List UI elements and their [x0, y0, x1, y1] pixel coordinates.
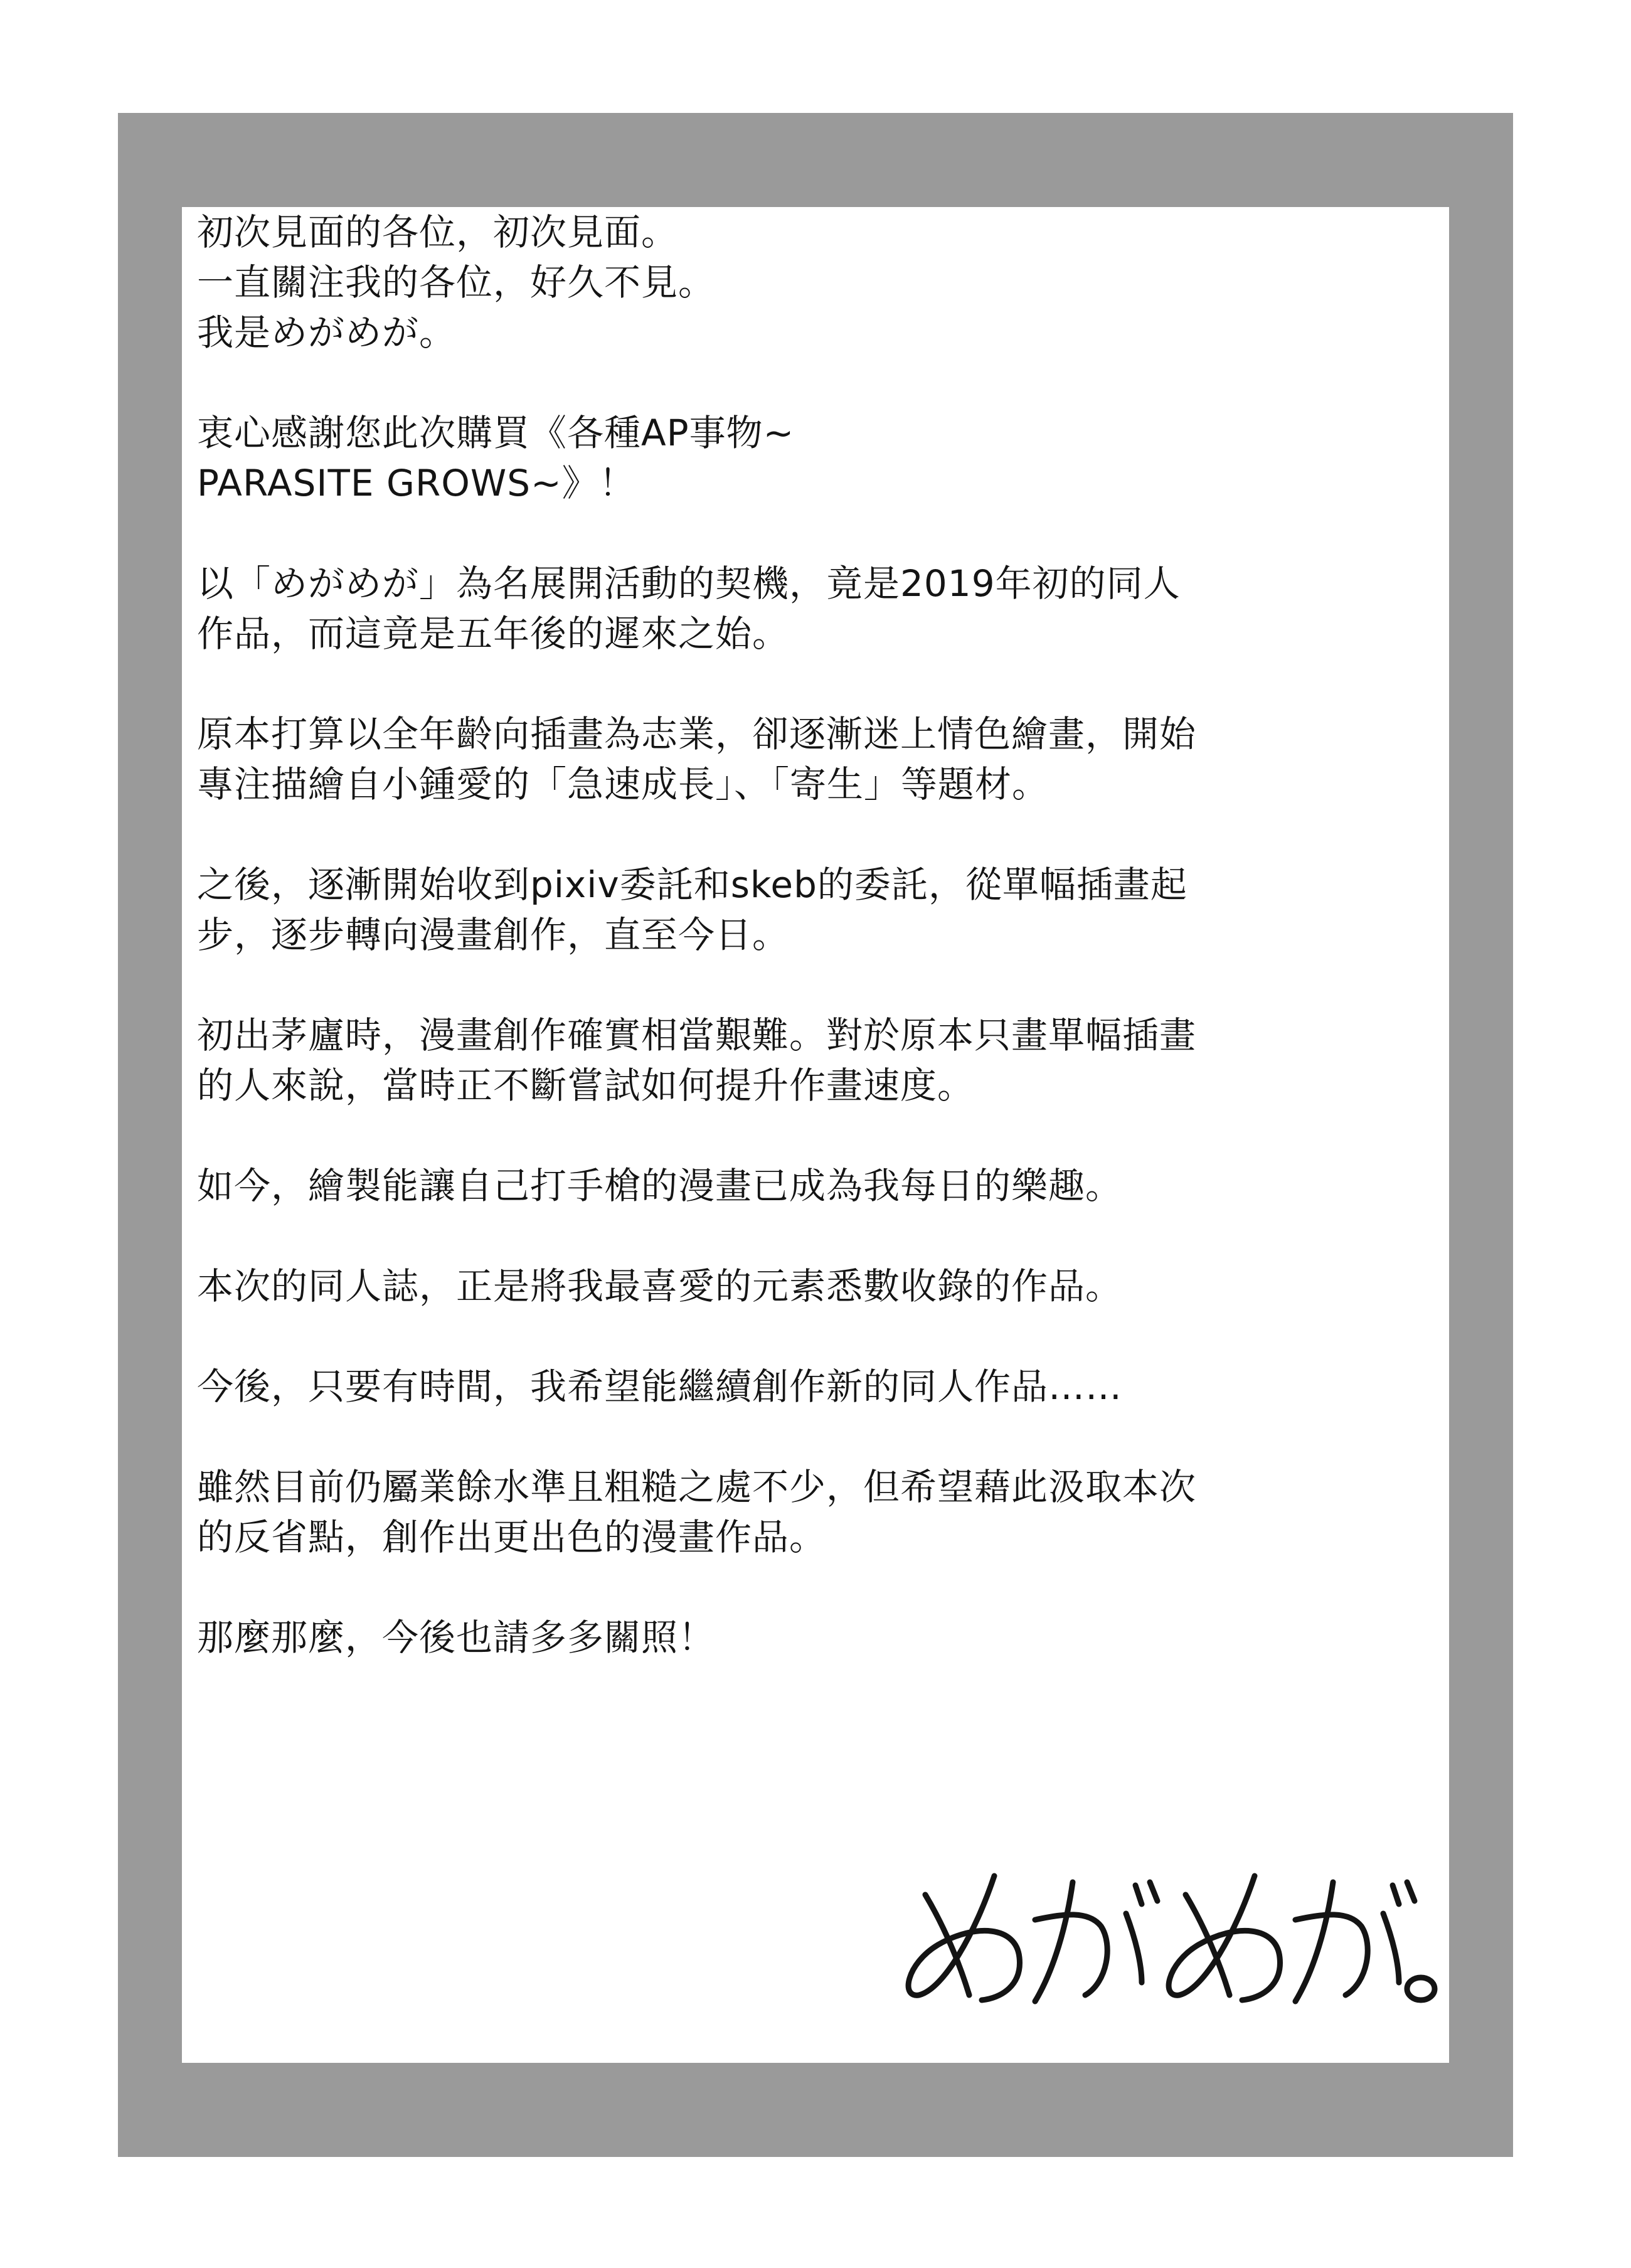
text-line: 一直關注我的各位，好久不見。 — [197, 261, 716, 304]
text-line: 那麼那麼，今後也請多多關照！ — [197, 1616, 716, 1659]
letter-page — [182, 207, 1449, 2063]
paragraph-origin — [197, 558, 1439, 659]
paragraph-thanks — [197, 408, 1439, 508]
paragraph-this-book — [197, 1261, 1439, 1311]
paragraph-commissions — [197, 860, 1439, 960]
text-line: 專注描繪自小鍾愛的「急速成長」、「寄生」等題材。 — [197, 763, 1049, 806]
text-line: 以「めがめが」為名展開活動的契機，竟是2019年初的同人 — [197, 562, 1181, 605]
text-line: 原本打算以全年齡向插畫為志業，卻逐漸迷上情色繪畫，開始 — [197, 713, 1197, 755]
text-line: 之後，逐漸開始收到pixiv委託和skeb的委託，從單幅插畫起 — [197, 863, 1187, 906]
text-line: 初次見面的各位，初次見面。 — [197, 211, 679, 253]
text-line: 本次的同人誌，正是將我最喜愛的元素悉數收錄的作品。 — [197, 1265, 1123, 1307]
text-line: 我是めがめが。 — [197, 311, 457, 354]
text-line: 步，逐步轉向漫畫創作，直至今日。 — [197, 913, 790, 956]
text-line: 作品，而這竟是五年後的遲來之始。 — [197, 612, 790, 655]
paragraph-greeting — [197, 207, 1439, 358]
text-line: 今後，只要有時間，我希望能繼續創作新的同人作品…… — [197, 1365, 1123, 1408]
paragraph-reflection — [197, 1462, 1439, 1562]
text-line: 衷心感謝您此次購買《各種AP事物~ — [197, 412, 795, 454]
handwritten-signature — [900, 1838, 1440, 2026]
paragraph-now — [197, 1161, 1439, 1211]
paragraph-beginnings — [197, 1010, 1439, 1110]
paragraph-future — [197, 1361, 1439, 1412]
paragraph-closing — [197, 1612, 1439, 1663]
text-line: 雖然目前仍屬業餘水準且粗糙之處不少，但希望藉此汲取本次 — [197, 1466, 1197, 1508]
text-line: 初出茅廬時，漫畫創作確實相當艱難。對於原本只畫單幅插畫 — [197, 1014, 1197, 1057]
text-line: PARASITE GROWS~》！ — [197, 462, 636, 504]
text-line: 的反省點，創作出更出色的漫畫作品。 — [197, 1516, 827, 1558]
text-line: 如今，繪製能讓自己打手槍的漫畫已成為我每日的樂趣。 — [197, 1164, 1123, 1207]
paragraph-themes — [197, 709, 1439, 809]
afterword-text — [197, 207, 1439, 1713]
text-line: 的人來說，當時正不斷嘗試如何提升作畫速度。 — [197, 1064, 975, 1107]
